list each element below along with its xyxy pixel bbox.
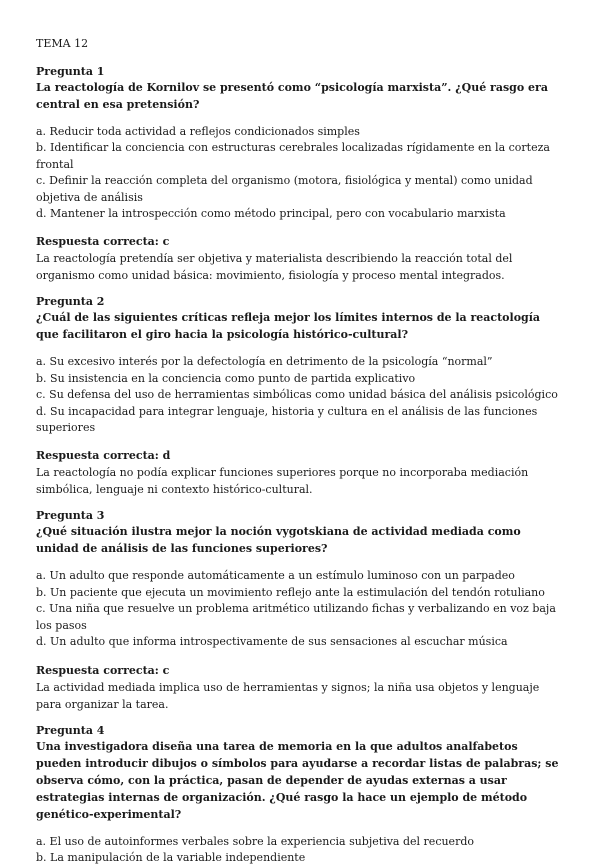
options-list — [36, 834, 564, 866]
option-a: a. El uso de autoinformes verbales sobre la experiencia subjetiva del recuerdo — [36, 834, 564, 850]
option-b: b. Un paciente que ejecuta un movimiento reflejo ante la estimulación del tendón rotuliano — [36, 585, 564, 601]
question-block-4 — [36, 723, 564, 866]
option-c: c. Una niña que resuelve un problema aritmético utilizando fichas y verbalizando en voz baja los pasos — [36, 601, 564, 634]
option-b: b. Su insistencia en la conciencia como punto de partida explicativo — [36, 371, 564, 387]
question-text: ¿Cuál de las siguientes críticas refleja mejor los límites internos de la reactología que facilitaron el giro hacia la psicología histórico-cultural? — [36, 309, 564, 343]
options-list — [36, 568, 564, 650]
topic-heading: TEMA 12 — [36, 36, 564, 51]
option-b: b. Identificar la conciencia con estructuras cerebrales localizadas rígidamente en la corteza frontal — [36, 140, 564, 173]
option-d: d. Mantener la introspección como método principal, pero con vocabulario marxista — [36, 206, 564, 222]
question-block-2 — [36, 294, 564, 498]
option-c: c. Su defensa del uso de herramientas simbólicas como unidad básica del análisis psicológico — [36, 387, 564, 403]
answer-explanation: La actividad mediada implica uso de herramientas y signos; la niña usa objetos y lenguaje para organizar la tarea. — [36, 679, 564, 713]
question-label: Pregunta 1 — [36, 64, 564, 79]
question-label: Pregunta 2 — [36, 294, 564, 309]
option-a: a. Reducir toda actividad a reflejos condicionados simples — [36, 124, 564, 140]
option-b: b. La manipulación de la variable independiente — [36, 850, 564, 866]
question-block-1 — [36, 64, 564, 284]
answer-label: Respuesta correcta: c — [36, 663, 564, 679]
question-block-3 — [36, 508, 564, 712]
question-label: Pregunta 3 — [36, 508, 564, 523]
option-d: d. Un adulto que informa introspectivamente de sus sensaciones al escuchar música — [36, 634, 564, 650]
option-d: d. Su incapacidad para integrar lenguaje, historia y cultura en el análisis de las funciones superiores — [36, 404, 564, 437]
answer-explanation: La reactología no podía explicar funciones superiores porque no incorporaba mediación simbólica, lenguaje ni contexto histórico-cultural. — [36, 464, 564, 498]
option-c: c. Definir la reacción completa del organismo (motora, fisiológica y mental) como unidad objetiva de análisis — [36, 173, 564, 206]
answer-explanation: La reactología pretendía ser objetiva y materialista describiendo la reacción total del organismo como unidad básica: movimiento, fisiología y proceso mental integrados. — [36, 250, 564, 284]
option-a: a. Su excesivo interés por la defectología en detrimento de la psicología “normal” — [36, 354, 564, 370]
options-list — [36, 354, 564, 436]
question-text: La reactología de Kornilov se presentó como “psicología marxista”. ¿Qué rasgo era central en esa pretensión? — [36, 79, 564, 113]
question-label: Pregunta 4 — [36, 723, 564, 738]
question-text: ¿Qué situación ilustra mejor la noción vygotskiana de actividad mediada como unidad de análisis de las funciones superiores? — [36, 523, 564, 557]
answer-label: Respuesta correcta: d — [36, 448, 564, 464]
question-text: Una investigadora diseña una tarea de memoria en la que adultos analfabetos pueden introducir dibujos o símbolos para ayudarse a recordar listas de palabras; se observa cómo, con la práctica, pasan de depender de ayudas externas a usar estrategias internas de organización. ¿Qué rasgo la hace un ejemplo de método genético-experimental? — [36, 738, 564, 823]
answer-label: Respuesta correcta: c — [36, 234, 564, 250]
options-list — [36, 124, 564, 222]
option-a: a. Un adulto que responde automáticamente a un estímulo luminoso con un parpadeo — [36, 568, 564, 584]
